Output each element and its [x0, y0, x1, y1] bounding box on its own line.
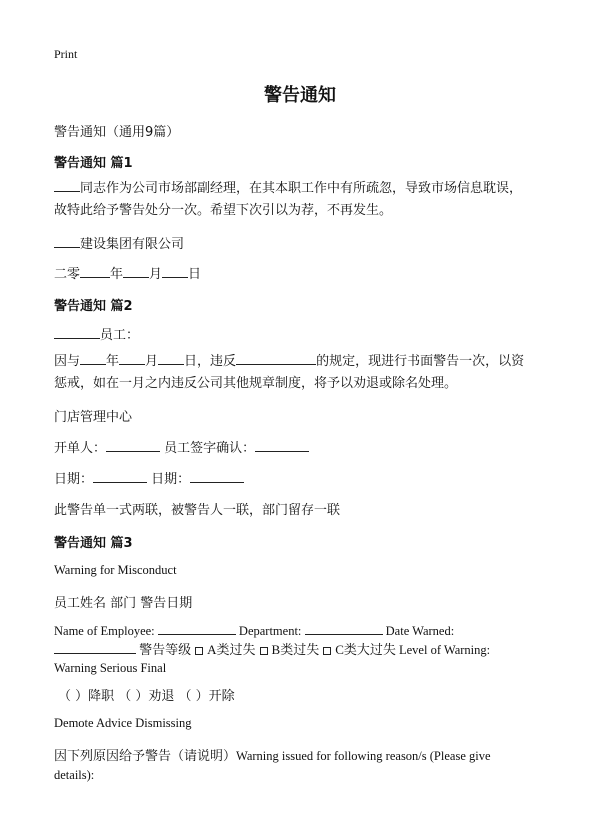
confirm-blank[interactable]	[255, 438, 309, 452]
document-title: 警告通知	[264, 85, 336, 106]
date-label-1: 日期：	[54, 472, 94, 487]
reason-block	[54, 744, 491, 786]
date-prefix: 二零	[54, 267, 81, 282]
section1-line2: 故特此给予警告处分一次。希望下次引以为荐，不再发生。	[54, 203, 393, 218]
month-label: 月	[149, 267, 163, 282]
year-blank[interactable]	[80, 264, 110, 278]
employee-label: 员工：	[100, 328, 140, 343]
checkbox-a[interactable]	[195, 647, 203, 655]
section2-paragraph	[54, 351, 524, 395]
management-center: 门店管理中心	[54, 410, 133, 425]
print-label: Print	[54, 47, 78, 61]
cn-fields: 员工姓名 部门 警告日期	[54, 596, 193, 611]
employee-blank[interactable]	[54, 325, 100, 339]
reason-en-line2: details):	[54, 768, 95, 782]
employee-details-block	[54, 620, 490, 679]
due-label: 因与	[54, 354, 81, 369]
confirm-label: 员工签字确认：	[164, 441, 256, 456]
section3-heading: 警告通知 篇3	[54, 536, 133, 551]
date-warned-label: Date Warned:	[385, 624, 455, 638]
section2-employee	[54, 324, 139, 343]
day-blank[interactable]	[162, 264, 188, 278]
actions-cn: （ ）降职 （ ）劝退 （ ）开除	[58, 689, 235, 704]
section2-heading: 警告通知 篇2	[54, 299, 133, 314]
section1-date	[54, 263, 201, 282]
level-cn-label: 警告等级	[139, 642, 192, 657]
year-blank-2[interactable]	[80, 351, 106, 365]
month-blank-2[interactable]	[119, 351, 145, 365]
name-blank[interactable]	[54, 178, 80, 192]
issuer-blank[interactable]	[106, 438, 160, 452]
checkbox-b[interactable]	[260, 647, 268, 655]
year-label: 年	[110, 267, 124, 282]
violate-label: 日，违反	[184, 354, 237, 369]
issuer-row	[54, 437, 309, 456]
copies-note: 此警告单一式两联，被警告人一联，部门留存一联	[54, 503, 341, 518]
company-blank[interactable]	[54, 234, 80, 248]
actions-en: Demote Advice Dismissing	[54, 716, 192, 730]
section2-line2: 惩戒，如在一月之内违反公司其他规章制度，将予以劝退或除名处理。	[54, 376, 458, 391]
intro-text: 警告通知（通用9篇）	[54, 125, 180, 140]
reason-cn: 因下列原因给予警告（请说明）	[54, 749, 237, 764]
date-warned-field[interactable]	[54, 640, 136, 654]
checkbox-c[interactable]	[323, 647, 331, 655]
issuer-label: 开单人：	[54, 441, 107, 456]
department-field[interactable]	[305, 621, 383, 635]
rule-text: 的规定，现进行书面警告一次，以资	[316, 354, 525, 369]
name-label: Name of Employee:	[54, 624, 155, 638]
section1-paragraph	[54, 178, 522, 222]
levels-en: Warning Serious Final	[54, 661, 167, 675]
section1-line1: 同志作为公司市场部副经理，在其本职工作中有所疏忽，导致市场信息耽误，	[80, 181, 523, 196]
option-c-label: C类大过失	[335, 642, 396, 657]
section1-heading: 警告通知 篇1	[54, 156, 133, 171]
english-title: Warning for Misconduct	[54, 563, 177, 577]
section1-company	[54, 233, 184, 252]
option-b-label: B类过失	[271, 642, 320, 657]
company-name: 建设集团有限公司	[80, 237, 185, 252]
date-label-2: 日期：	[151, 472, 191, 487]
day-blank-2[interactable]	[158, 351, 184, 365]
name-field[interactable]	[158, 621, 236, 635]
year-label-2: 年	[106, 354, 120, 369]
department-label: Department:	[238, 624, 302, 638]
day-label: 日	[188, 267, 202, 282]
date-blank-1[interactable]	[93, 469, 147, 483]
option-a-label: A类过失	[207, 642, 256, 657]
month-label-2: 月	[145, 354, 159, 369]
date-row	[54, 468, 244, 487]
level-en-label: Level of Warning:	[399, 643, 491, 657]
rule-blank[interactable]	[236, 351, 316, 365]
month-blank[interactable]	[123, 264, 149, 278]
reason-en: Warning issued for following reason/s (Please give	[236, 749, 491, 763]
date-blank-2[interactable]	[190, 469, 244, 483]
